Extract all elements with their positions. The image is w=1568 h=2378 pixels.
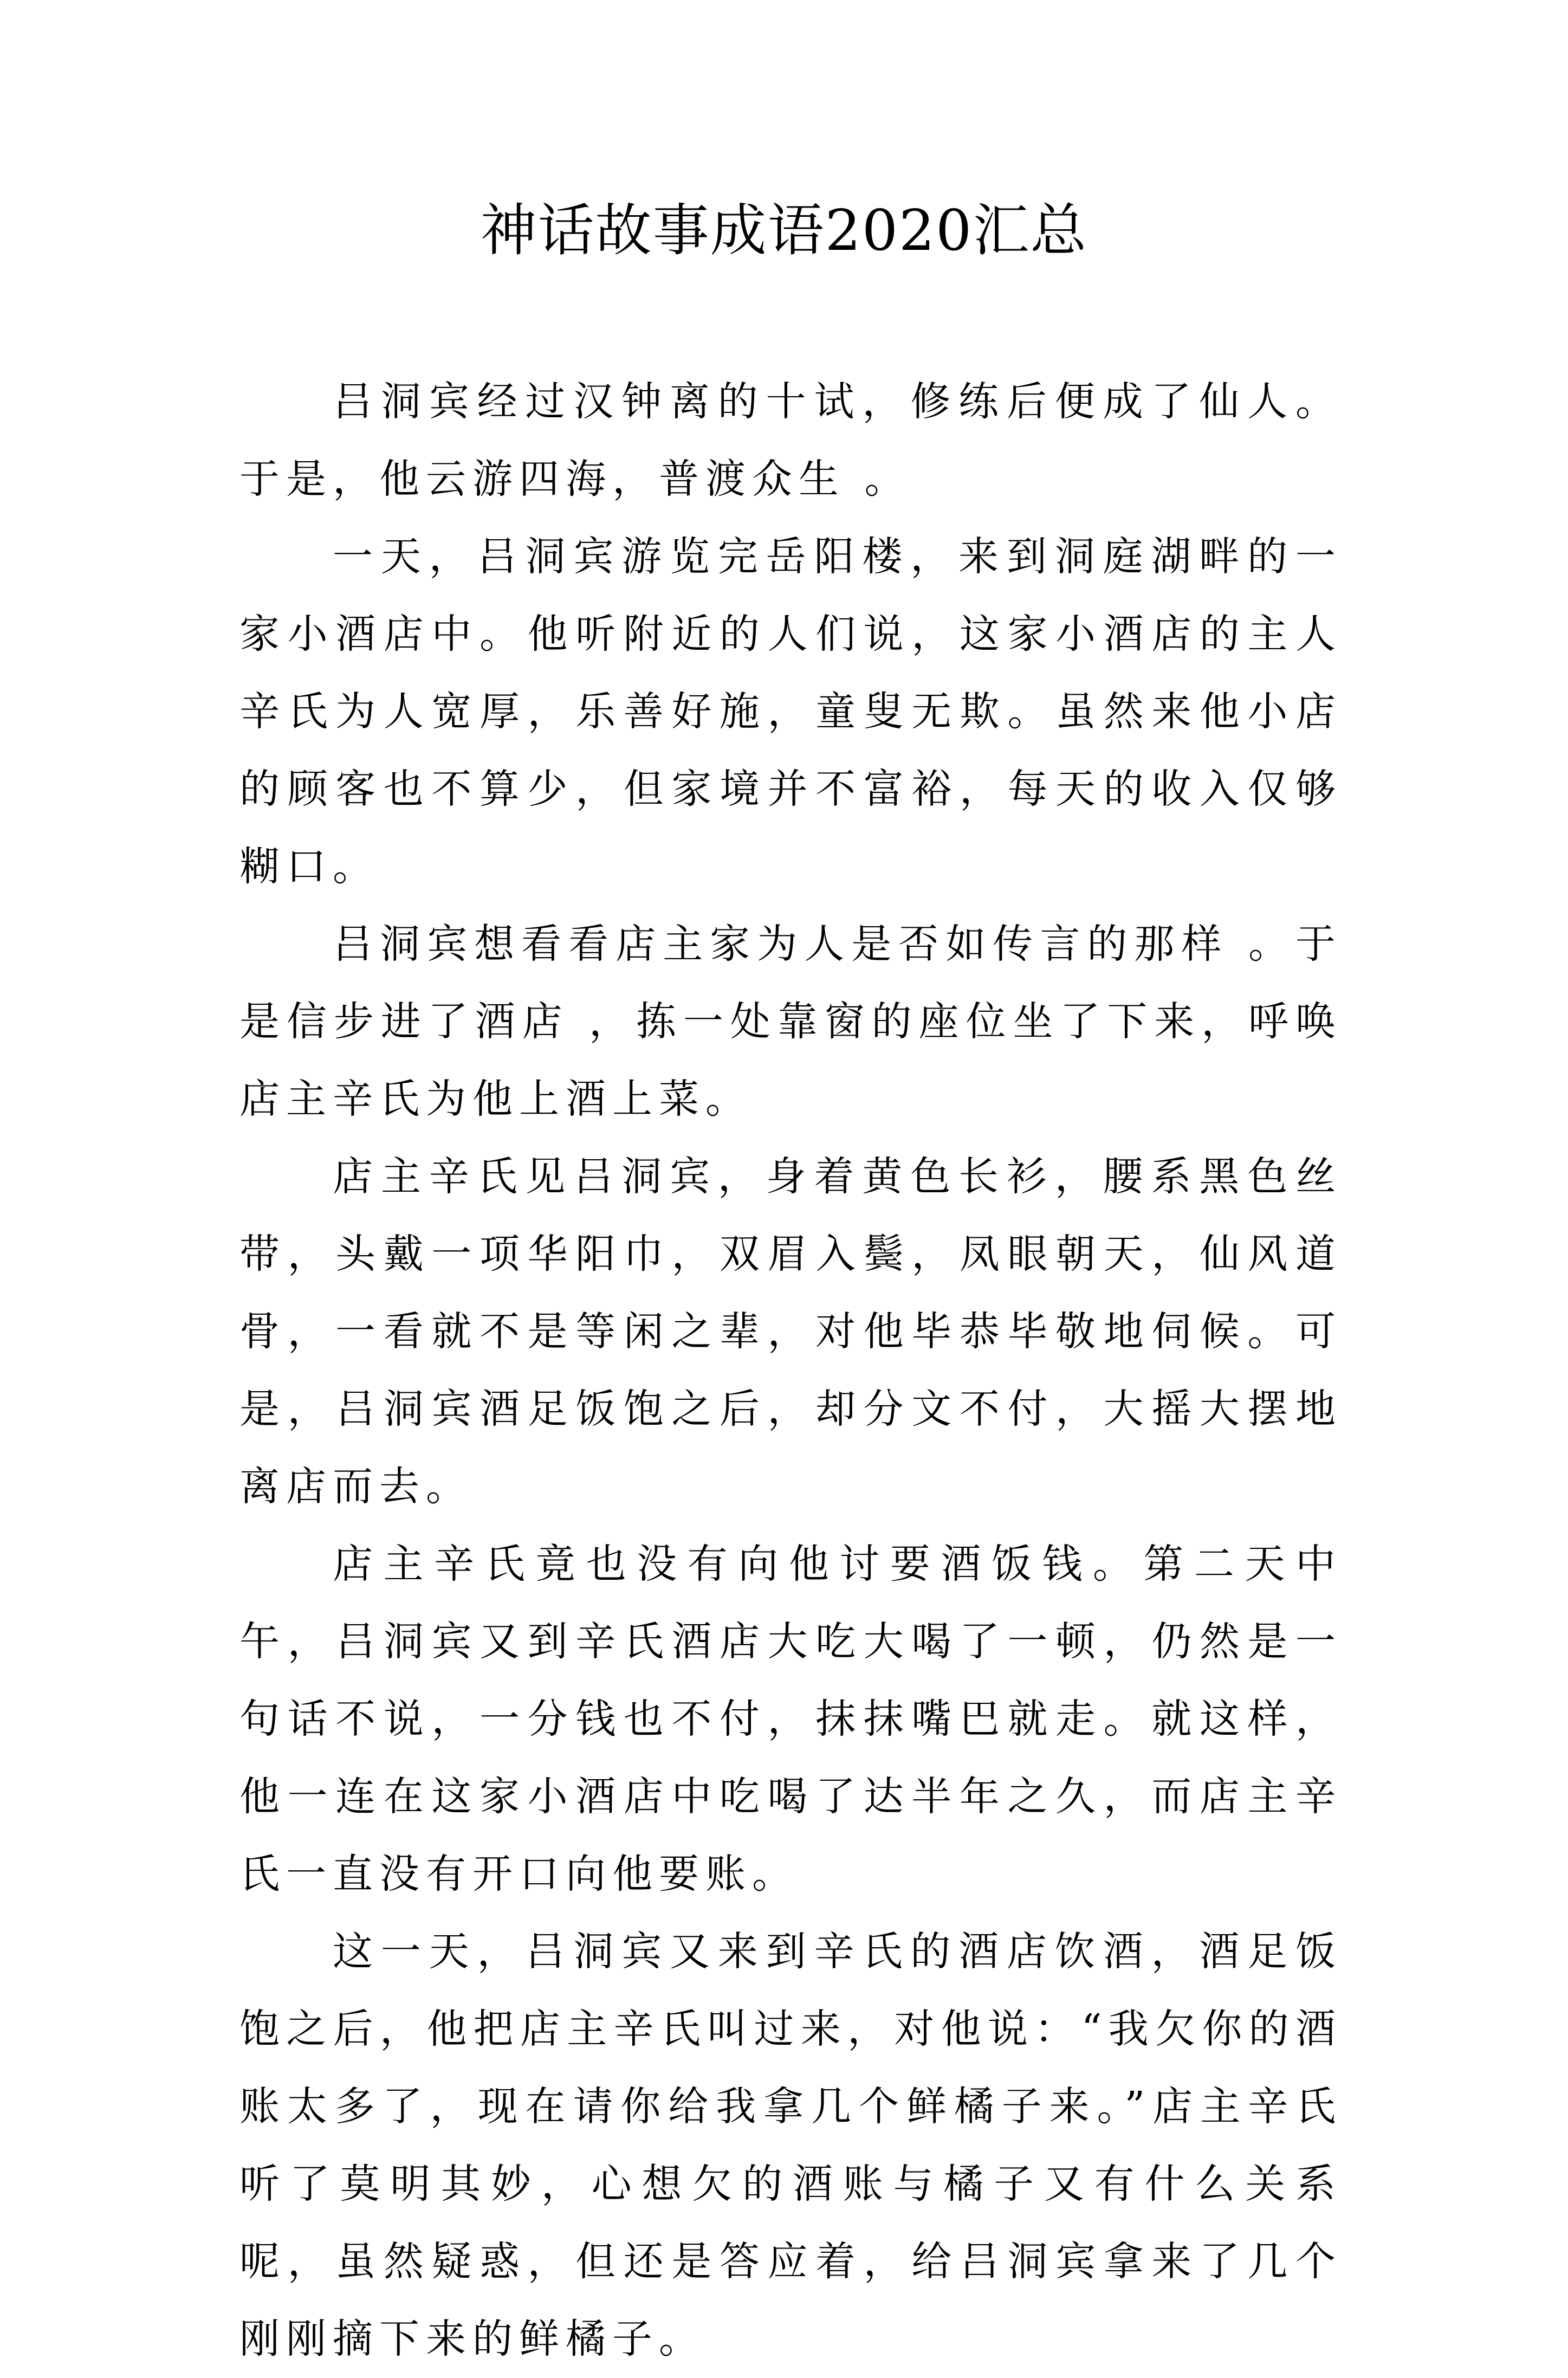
paragraph-2: 一天，吕洞宾游览完岳阳楼，来到洞庭湖畔的一家小酒店中。他听附近的人们说，这家小酒店的主人辛氏为人宽厚，乐善好施，童叟无欺。虽然来他小店的顾客也不算少，但家境并不富裕，每天的收入仅够糊口。 [239,533,1342,890]
paragraph-3: 吕洞宾想看看店主家为人是否如传言的那样 。于是信步进了酒店 ，拣一处靠窗的座位坐了下来，呼唤店主辛氏为他上酒上菜。 [239,921,1342,1122]
paragraph-1: 吕洞宾经过汉钟离的十试，修练后便成了仙人。于是，他云游四海，普渡众生 。 [239,378,1342,502]
document-title: 神话故事成语2020汇总 [480,197,1088,263]
paragraph-4: 店主辛氏见吕洞宾，身着黄色长衫，腰系黑色丝带，头戴一项华阳巾，双眉入鬓，凤眼朝天，仙风道骨，一看就不是等闲之辈，对他毕恭毕敬地伺候。可是，吕洞宾酒足饭饱之后，却分文不付，大摇大摆地离店而去。 [239,1153,1342,1510]
paragraph-5: 店主辛氏竟也没有向他讨要酒饭钱。第二天中午，吕洞宾又到辛氏酒店大吃大喝了一顿，仍然是一句话不说，一分钱也不付，抹抹嘴巴就走。就这样，他一连在这家小酒店中吃喝了达半年之久，而店主辛氏一直没有开口向他要账。 [239,1541,1342,1897]
document-body [239,363,1342,2378]
paragraph-6: 这一天，吕洞宾又来到辛氏的酒店饮酒，酒足饭饱之后，他把店主辛氏叫过来，对他说：“我欠你的酒账太多了，现在请你给我拿几个鲜橘子来。”店主辛氏听了莫明其妙，心想欠的酒账与橘子又有什么关系呢，虽然疑惑，但还是答应着，给吕洞宾拿来了几个刚刚摘下来的鲜橘子。 [239,1928,1342,2362]
